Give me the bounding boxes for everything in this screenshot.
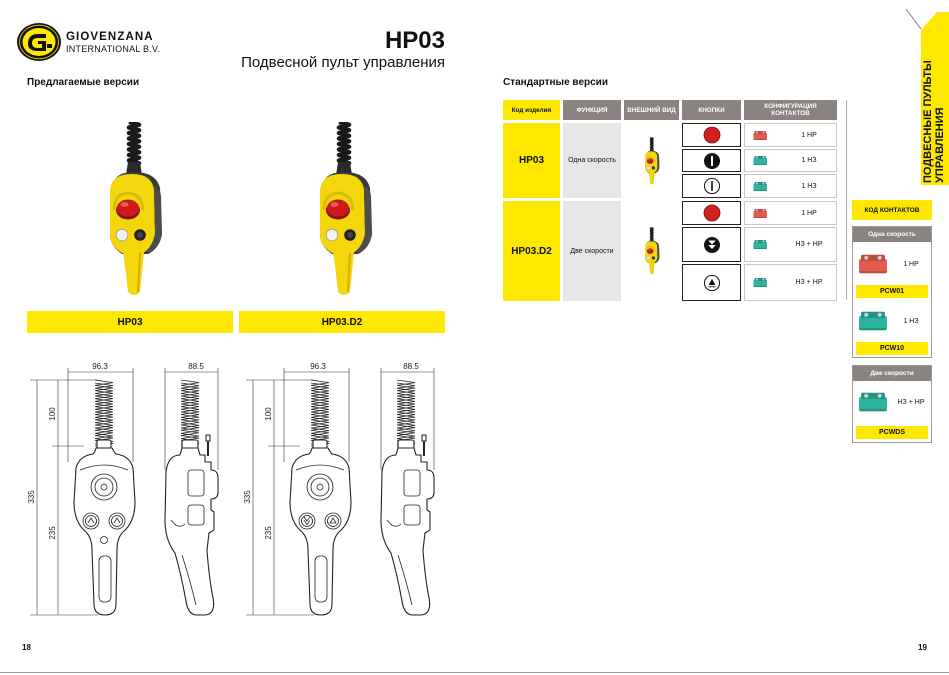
side-tab-label [922, 30, 948, 183]
row-hp03d2-contact-2 [744, 227, 837, 262]
page-bottom-edge [0, 672, 949, 673]
white-i-button-icon [703, 177, 721, 195]
giovenzana-logo-icon [16, 22, 62, 62]
row-hp03-button-1 [682, 123, 741, 147]
dimension-front-width-d2: 96.3 [310, 362, 326, 371]
dimension-front-width: 96.3 [92, 362, 108, 371]
dimension-body-height-d2: 235 [264, 526, 273, 540]
contact-group-two-speed [852, 365, 932, 443]
dimension-cable-length-d2: 100 [264, 407, 273, 421]
contact-code: PCW01 [856, 285, 928, 298]
row-hp03d2-contact-1 [744, 201, 837, 225]
dimension-body-height: 235 [48, 526, 57, 540]
contact-label: 1 НЗ [801, 157, 817, 164]
table-divider [846, 100, 847, 300]
contact-label: 1 НР [801, 131, 817, 139]
header-code: Код изделия [503, 100, 560, 120]
front-view [74, 380, 135, 615]
row-hp03-contact-3 [744, 174, 837, 198]
product-subtitle: Подвесной пульт управления [241, 54, 445, 71]
row-hp03d2-button-1 [682, 201, 741, 225]
white-up-button-icon [703, 274, 721, 292]
side-tab-edge [904, 8, 924, 32]
contact-label: 1 НР [801, 209, 817, 217]
header-buttons: КНОПКИ [682, 100, 741, 120]
product-photo-hp03d2 [308, 122, 378, 297]
offered-versions-title: Предлагаемые версии [27, 77, 140, 88]
contact-group-single-speed [852, 226, 932, 358]
contact-label: НЗ + НР [897, 399, 925, 406]
dimension-side-width: 88.5 [188, 362, 204, 371]
technical-drawing-hp03 [27, 362, 218, 615]
pendant-hp03d2-icon [308, 122, 378, 297]
header-function: ФУНКЦИЯ [563, 100, 621, 120]
contact-label: НЗ + НР [795, 241, 823, 248]
version-label-hp03d2: HP03.D2 [239, 311, 445, 333]
contact-block-icon [858, 309, 889, 333]
contact-code: PCWDS [856, 426, 928, 439]
standard-versions-title: Стандартные версии [503, 77, 608, 88]
contact-label: 1 НР [903, 261, 919, 268]
pendant-hp03-icon [98, 122, 168, 297]
dimension-total-height-d2: 335 [243, 490, 252, 504]
side-view [165, 380, 218, 615]
pendant-small-icon [642, 135, 661, 187]
contact-group-title: Две скорости [853, 366, 931, 381]
technical-drawing-hp03d2 [243, 362, 434, 615]
row-hp03d2-button-2 [682, 227, 741, 262]
row-hp03d2-appearance [624, 201, 679, 301]
contact-block-icon [858, 390, 889, 414]
row-hp03d2-contact-3 [744, 264, 837, 301]
red-button-icon [703, 204, 721, 222]
page-number-right: 19 [918, 643, 927, 652]
contact-block-icon [858, 252, 889, 276]
contact-block-icon [753, 239, 768, 250]
brand-name: GIOVENZANA [66, 31, 154, 43]
contact-block-icon [753, 155, 768, 166]
row-hp03d2-code: HP03.D2 [503, 201, 560, 301]
row-hp03d2-function: Две скорости [563, 201, 621, 301]
contact-label: НЗ + НР [795, 279, 823, 286]
black-double-down-button-icon [703, 236, 721, 254]
side-tab-line-1: ПОДВЕСНЫЕ ПУЛЬТЫ [922, 60, 934, 183]
row-hp03-button-3 [682, 174, 741, 198]
contact-block-icon [753, 181, 768, 192]
row-hp03-contact-2 [744, 149, 837, 172]
pendant-small-icon [642, 225, 661, 277]
version-label-hp03: HP03 [27, 311, 233, 333]
contact-label: 1 НЗ [903, 318, 919, 325]
header-contacts: КОНФИГУРАЦИЯ КОНТАКТОВ [744, 100, 837, 120]
contact-block-icon [753, 277, 768, 288]
contact-block-icon [753, 130, 768, 141]
contact-group-title: Одна скорость [853, 227, 931, 242]
brand-logo [16, 22, 62, 62]
row-hp03-contact-1 [744, 123, 837, 147]
side-tab-line-2: УПРАВЛЕНИЯ [934, 107, 946, 183]
contact-codes-title: КОД КОНТАКТОВ [852, 200, 932, 220]
contact-label: 1 НЗ [801, 182, 817, 190]
technical-drawings [15, 355, 455, 625]
contact-code: PCW10 [856, 342, 928, 355]
row-hp03-function: Одна скорость [563, 123, 621, 198]
row-hp03d2-button-3 [682, 264, 741, 301]
page-number-left: 18 [22, 643, 31, 652]
dimension-cable-length: 100 [48, 407, 57, 421]
side-view-d2 [381, 380, 434, 615]
contact-block-icon [753, 208, 768, 219]
row-hp03-button-2 [682, 149, 741, 172]
dimension-side-width-d2: 88.5 [403, 362, 419, 371]
black-i-button-icon [703, 152, 721, 170]
header-appearance: ВНЕШНИЙ ВИД [624, 100, 679, 120]
row-hp03-appearance [624, 123, 679, 198]
row-hp03-code: HP03 [503, 123, 560, 198]
product-model-title: HP03 [384, 27, 445, 54]
brand-subtitle: INTERNATIONAL B.V. [66, 44, 161, 54]
front-view-d2 [290, 380, 351, 615]
product-photo-hp03 [98, 122, 168, 297]
red-button-icon [703, 126, 721, 144]
dimension-total-height: 335 [27, 490, 36, 504]
